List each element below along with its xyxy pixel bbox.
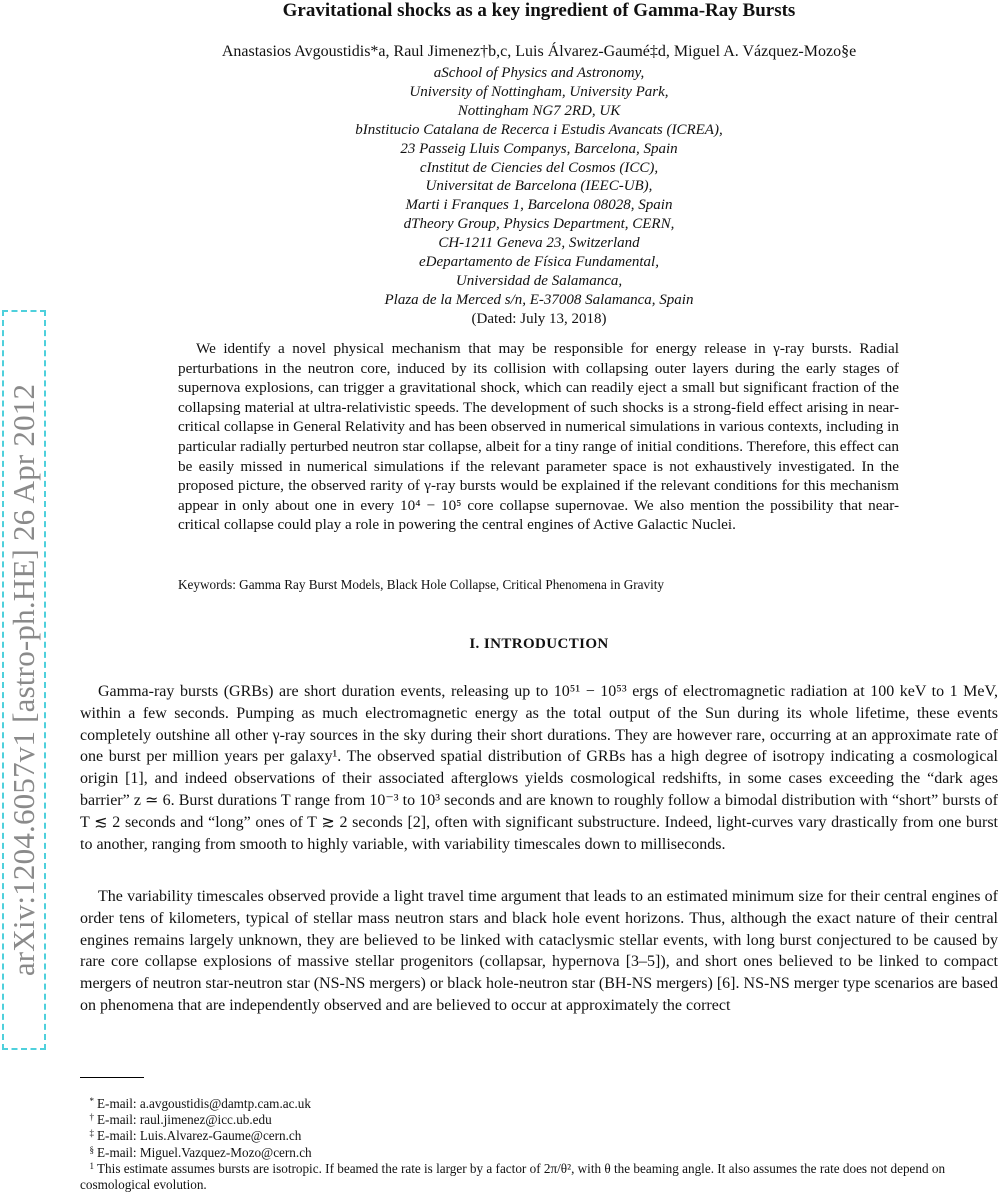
footnote: § E-mail: Miguel.Vazquez-Mozo@cern.ch bbox=[89, 1144, 312, 1160]
footnote-text: E-mail: a.avgoustidis@damtp.cam.ac.uk bbox=[97, 1096, 311, 1111]
footnote: 1 This estimate assumes bursts are isotropic. If beamed the rate is larger by a factor of 2π/θ², with θ the beaming angle. It also assumes the rate does not depend on cosmological evolution. bbox=[80, 1160, 946, 1193]
affiliation-line: Universidad de Salamanca, bbox=[455, 272, 623, 289]
paper-title: Gravitational shocks as a key ingredient of Gamma-Ray Bursts bbox=[282, 0, 796, 21]
footnote: † E-mail: raul.jimenez@icc.ub.edu bbox=[89, 1112, 272, 1128]
affiliation-line: aSchool of Physics and Astronomy, bbox=[433, 65, 645, 81]
arxiv-stamp bbox=[2, 310, 46, 1050]
footnote-text: This estimate assumes bursts are isotropic. If beamed the rate is larger by a factor of 2π/θ², with θ the beaming angle. It also assumes the rate does not depend on cosmological evolution. bbox=[80, 1160, 946, 1193]
affiliation-line: Universitat de Barcelona (IEEC-UB), bbox=[425, 178, 653, 195]
author-list: Anastasios Avgoustidis*a, Raul Jimenez†b,c, Luis Álvarez-Gaumé‡d, Miguel A. Vázquez-Mozo§e bbox=[221, 43, 857, 60]
section-heading-introduction: I. INTRODUCTION bbox=[469, 636, 609, 652]
affiliation-line: dTheory Group, Physics Department, CERN, bbox=[403, 216, 675, 233]
arxiv-stamp-text: arXiv:1204.6057v1 [astro-ph.HE] 26 Apr 2012 bbox=[6, 383, 41, 977]
affiliation-line: CH-1211 Geneva 23, Switzerland bbox=[438, 235, 640, 252]
affiliation-line: Nottingham NG7 2RD, UK bbox=[457, 102, 621, 119]
footnotes bbox=[80, 1096, 990, 1193]
affiliation-line: bInstitucio Catalana de Recerca i Estudis Avancats (ICREA), bbox=[355, 121, 723, 138]
footnote: ‡ E-mail: Luis.Alvarez-Gaume@cern.ch bbox=[89, 1128, 302, 1144]
date-line: (Dated: July 13, 2018) bbox=[471, 310, 607, 327]
abstract: We identify a novel physical mechanism that may be responsible for energy release in γ-ray bursts. Radial perturbations in the neutron core, induced by its collision with collapsing outer layers during the early stages of supernova explosions, can trigger a gravitational shock, which can readily eject a small but significant fraction of the collapsing material at ultra-relativistic speeds. The development of such shocks is a strong-field effect arising in near-critical collapse in General Relativity and has been observed in numerical simulations in various contexts, including in particular radially perturbed neutron star collapse, albeit for a tiny range of initial conditions. Therefore, this effect can be easily missed in numerical simulations if the relevant parameter space is not exhaustively investigated. In the proposed picture, the observed rarity of γ-ray bursts would be explained if the relevant conditions for this mechanism appear in only about one in every 10⁴ − 10⁵ core collapse supernovae. We also mention the possibility that near-critical collapse could play a role in powering the central engines of Active Galactic Nuclei. bbox=[178, 340, 899, 534]
affiliation-line: Marti i Franques 1, Barcelona 08028, Spain bbox=[405, 197, 673, 214]
affiliation-line: University of Nottingham, University Park, bbox=[409, 83, 669, 100]
footnote-text: E-mail: raul.jimenez@icc.ub.edu bbox=[97, 1112, 272, 1128]
body-paragraph: The variability timescales observed provide a light travel time argument that leads to an estimated minimum size for their central engines of order tens of kilometers, typical of stellar mass neutron stars and black hole event horizons. Thus, although the exact nature of their central engines remains largely unknown, they are believed to be linked with cataclysmic stellar events, with long burst conjectured to be caused by rare core collapse explosions of massive stellar progenitors (collapsar, hypernova [3–5]), and short ones believed to be linked to compact mergers of neutron star-neutron star (NS-NS mergers) or black hole-neutron star (BH-NS mergers) [6]. NS-NS merger type scenarios are based on phenomena that are independently observed and are believed to occur at approximately the correct bbox=[80, 888, 998, 1014]
footnote: * E-mail: a.avgoustidis@damtp.cam.ac.uk bbox=[89, 1096, 311, 1111]
affiliation-line: 23 Passeig Lluis Companys, Barcelona, Spain bbox=[400, 140, 678, 157]
affiliation-line: cInstitut de Ciencies del Cosmos (ICC), bbox=[419, 159, 659, 176]
keywords: Keywords: Gamma Ray Burst Models, Black Hole Collapse, Critical Phenomena in Gravity bbox=[178, 577, 665, 592]
footnote-text: E-mail: Luis.Alvarez-Gaume@cern.ch bbox=[97, 1128, 302, 1144]
affiliation-line: eDepartamento de Física Fundamental, bbox=[419, 254, 659, 271]
affiliations bbox=[80, 64, 998, 329]
affiliation-line: Plaza de la Merced s/n, E-37008 Salamanca, Spain bbox=[384, 291, 694, 308]
body-paragraph: Gamma-ray bursts (GRBs) are short duration events, releasing up to 10⁵¹ − 10⁵³ ergs of electromagnetic radiation at 100 keV to 1 MeV, within a few seconds. Pumping as much electromagnetic energy as the total output of the Sun during its whole lifetime, these events completely outshine all other γ-ray sources in the sky during their short durations. They are however rare, occurring at an approximate rate of one burst per million years per galaxy¹. The observed spatial distribution of GRBs has a high degree of isotropy indicating a cosmological origin [1], and indeed observations of their associated afterglows yields cosmological redshifts, in some cases exceeding the “dark ages barrier” z ≃ 6. Burst durations T range from 10⁻³ to 10³ seconds and are known to roughly follow a bimodal distribution with “short” bursts of T ≲ 2 seconds and “long” ones of T ≳ 2 seconds [2], often with significant substructure. Indeed, light-curves vary drastically from one burst to another, ranging from smooth to highly variable, with variability timescales down to milliseconds. bbox=[80, 683, 998, 853]
footnote-rule bbox=[80, 1077, 144, 1078]
footnote-text: E-mail: Miguel.Vazquez-Mozo@cern.ch bbox=[97, 1144, 312, 1160]
